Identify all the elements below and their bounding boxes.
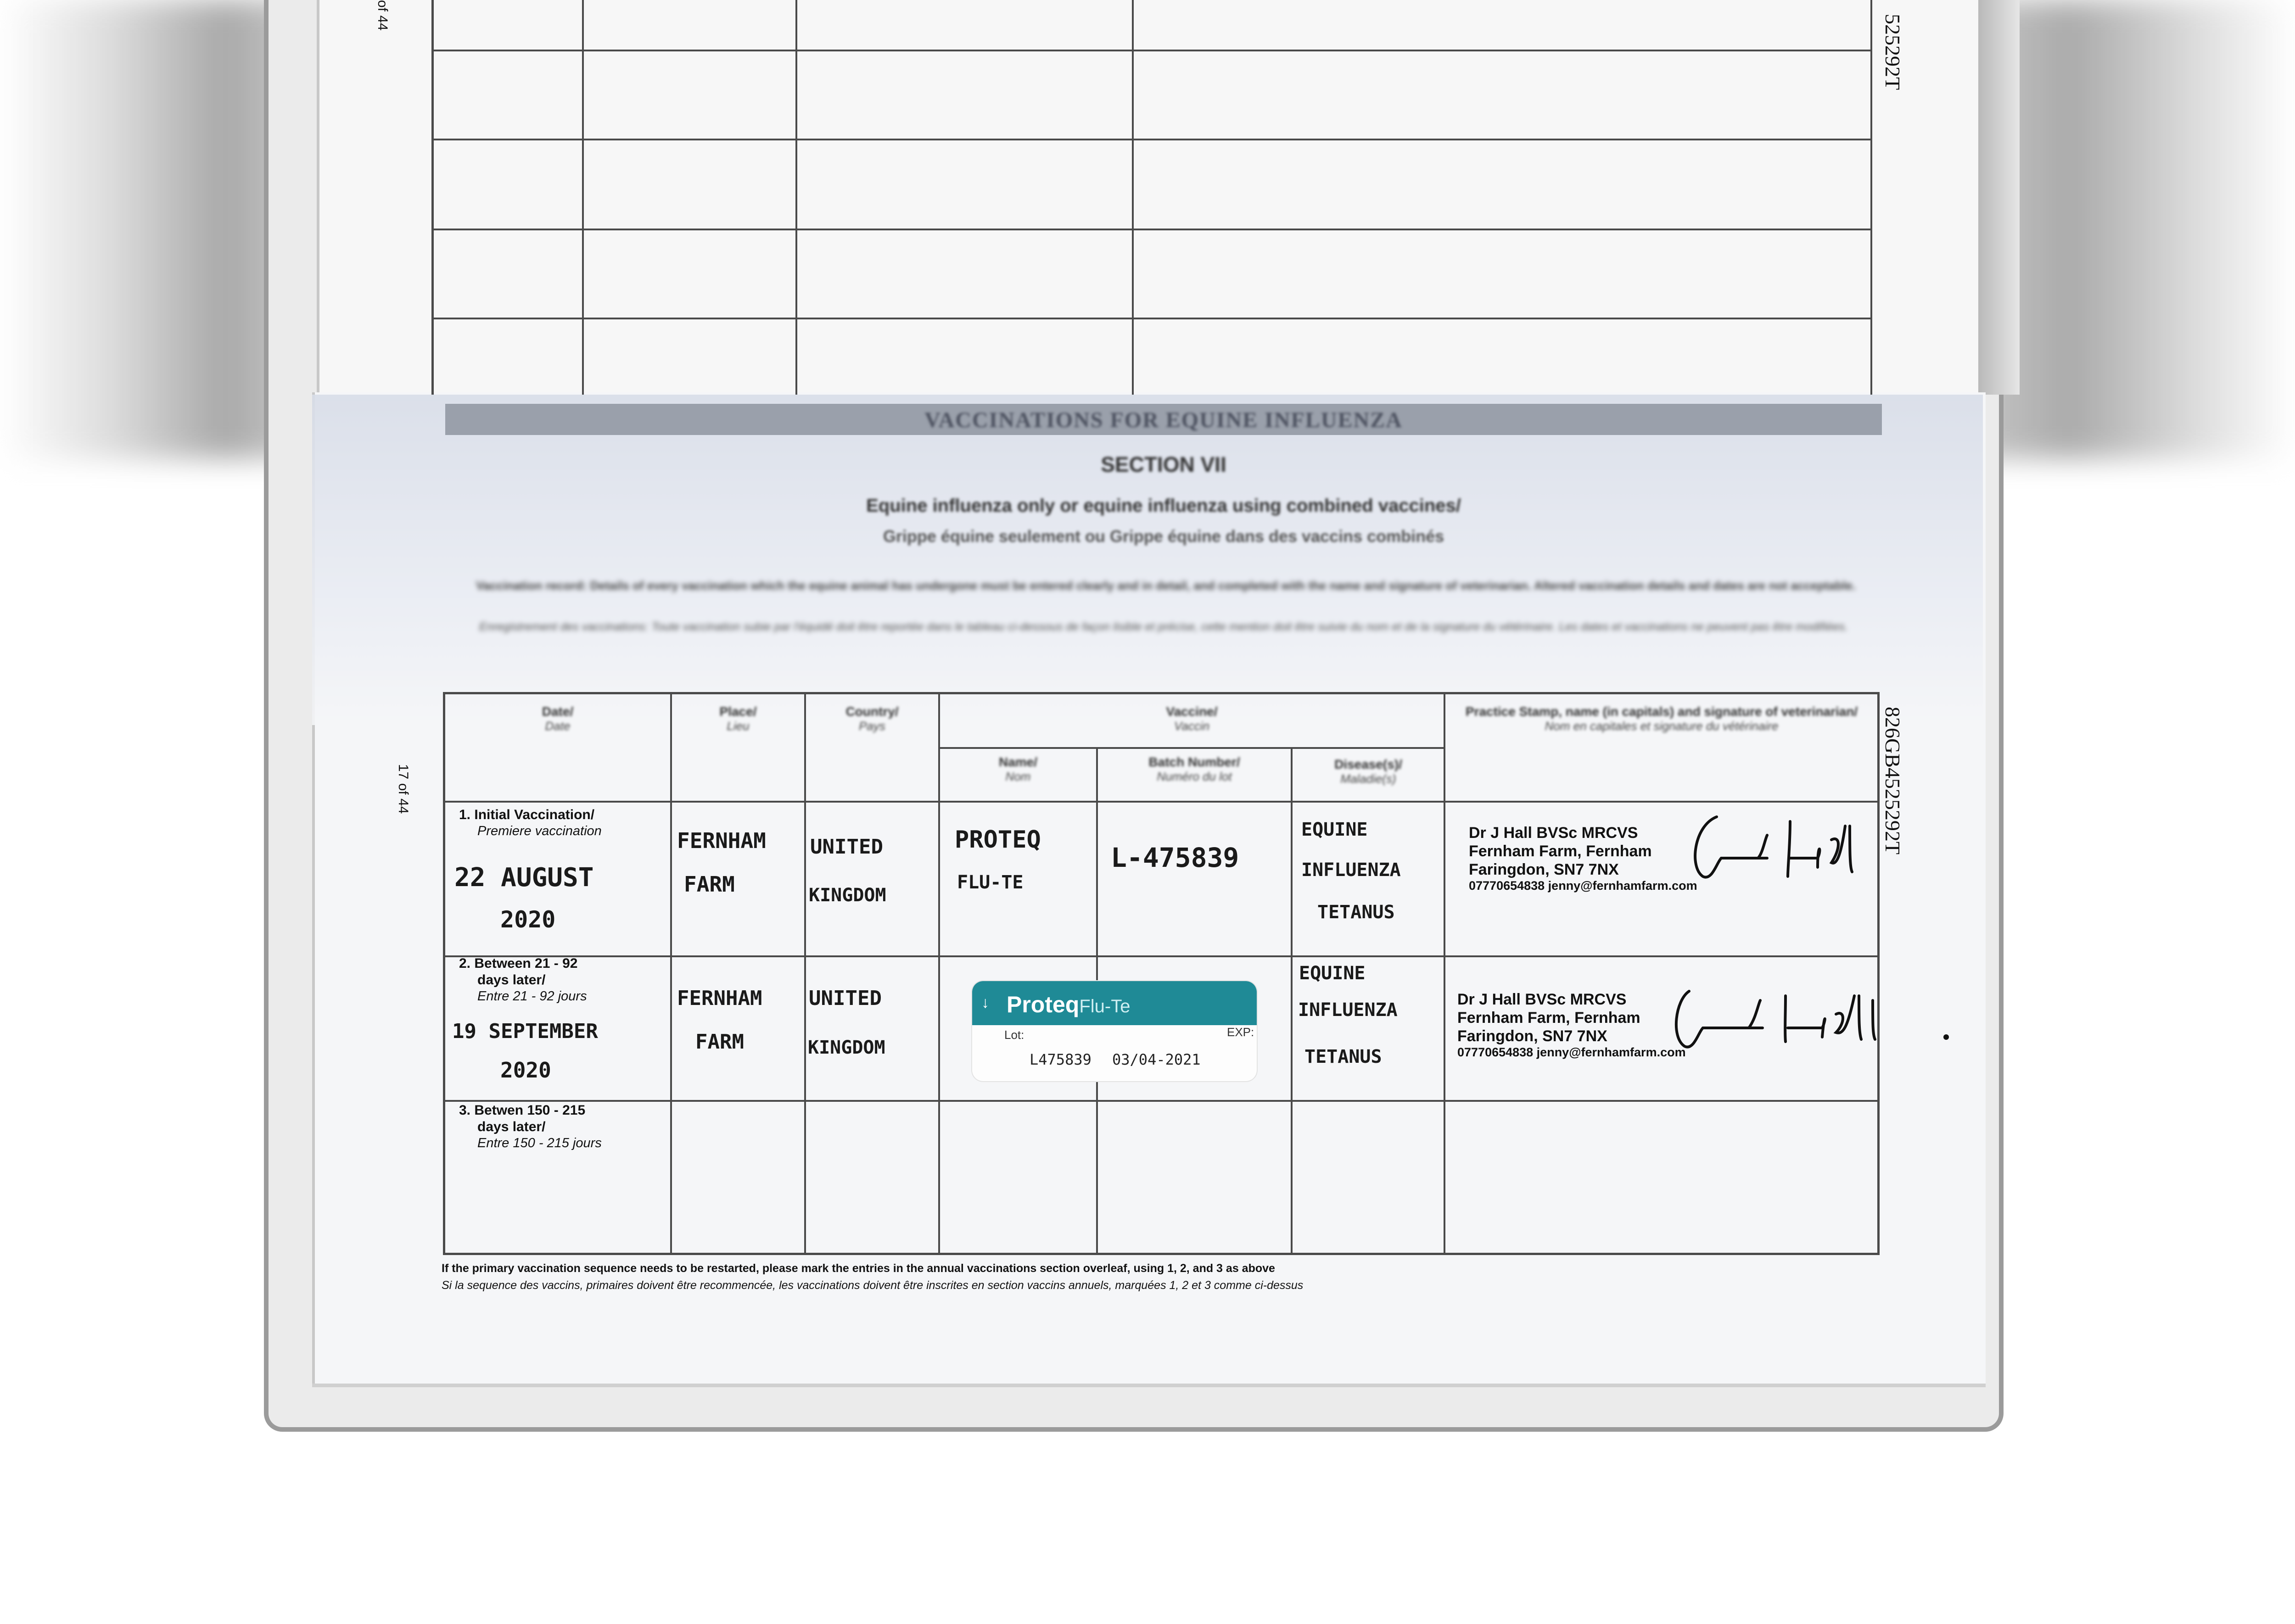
header-country-label-fr: Pays (859, 719, 885, 733)
row-1-signature (1685, 808, 1877, 899)
row-1-vaccine-name-2: FLU-TE (957, 872, 1024, 893)
row-1-country-2: KINGDOM (809, 885, 886, 906)
sticker-product: Flu-Te (1079, 996, 1131, 1016)
header-date-label-fr: Date (545, 719, 571, 733)
footer-note: If the primary vaccination sequence needs to be restarted, please mark the entries in the annual vaccinations section overleaf, using 1, 2, and 3 as above (442, 1262, 1275, 1275)
header-date (445, 704, 670, 733)
instruction-text: Vaccination record: Details of every vaccination which the equine animal has undergone must be entered clearly and in detail, and completed with the name and signature of veterinarian. Altered vaccination details and dates are not acceptable. (476, 579, 1856, 592)
row-2-vet-address: Faringdon, SN7 7NX (1457, 1027, 1607, 1045)
row-line (443, 955, 1880, 957)
row-2-disease-3: TETANUS (1304, 1046, 1382, 1067)
row-2-disease-2: INFLUENZA (1298, 999, 1398, 1021)
page-tint (312, 395, 1983, 725)
top-table-divider (795, 0, 797, 395)
row-3-label-en: 3. Betwen 150 - 215 (459, 1103, 586, 1118)
header-country (806, 704, 938, 733)
header-practice-label: Practice Stamp, name (in capitals) and signature of veterinarian/ (1465, 704, 1858, 719)
row-1-vet-name: Dr J Hall BVSc MRCVS (1469, 824, 1638, 842)
header-bottom-line (443, 801, 1880, 803)
instruction-text-fr: Enregistrement des vaccinations: Toute vaccination subie par l'équidé doit être reportée dans le tableau ci-dessous de façon lisible et précise, cette mention doit être suivie du nom et de la signature du vétérinaire. Les dates et vaccinations ne peuvent pas être modifiées. (479, 620, 1848, 633)
row-1-place: FERNHAM (677, 828, 766, 853)
header-place-label: Place/ (719, 704, 757, 719)
row-2-vet-practice: Fernham Farm, Fernham (1457, 1009, 1640, 1027)
top-page-number: of 44 (375, 0, 390, 31)
row-1-vet-practice: Fernham Farm, Fernham (1469, 843, 1652, 860)
row-1-batch: L-475839 (1111, 842, 1239, 873)
sticker-brand-name: Proteq (1007, 992, 1080, 1017)
row-1-label-en: 1. Initial Vaccination/ (459, 807, 595, 822)
sticker-brand (1007, 991, 1131, 1018)
row-1-disease-2: INFLUENZA (1301, 859, 1401, 881)
row-3-label (459, 1102, 602, 1151)
row-2-vet-stamp (1457, 990, 1686, 1060)
header-name-label: Name/ (998, 755, 1038, 769)
sticker-lot-label: Lot: (1004, 1028, 1024, 1042)
row-1-disease-3: TETANUS (1317, 902, 1395, 923)
table-top-border (443, 692, 1880, 694)
row-2-place-2: FARM (695, 1030, 744, 1054)
vaccine-sticker (972, 981, 1257, 1081)
column-line (804, 692, 806, 1255)
header-vaccine-label: Vaccine/ (1166, 704, 1218, 719)
header-name (940, 755, 1096, 783)
row-2-year: 2020 (500, 1058, 551, 1083)
row-1-label-fr: Premiere vaccination (477, 824, 602, 838)
top-table-right-border (1870, 0, 1872, 395)
header-vaccine-label-fr: Vaccin (1174, 719, 1210, 733)
header-batch-label-fr: Numéro du lot (1157, 770, 1232, 783)
header-place-label-fr: Lieu (727, 719, 750, 733)
row-1-country: UNITED (810, 835, 883, 859)
row-2-place: FERNHAM (677, 987, 762, 1010)
section-number: SECTION VII (1101, 452, 1226, 476)
row-1-year: 2020 (500, 906, 556, 933)
previous-page (317, 0, 1986, 395)
top-table-row-line (431, 229, 1872, 230)
page-edge (1978, 0, 2020, 395)
row-2-signature (1671, 973, 1965, 1065)
row-2-label-en-2: days later/ (477, 972, 546, 988)
table-bottom-border (443, 1253, 1880, 1255)
row-2-vet-contact: 07770654838 jenny@fernhamfarm.com (1457, 1045, 1686, 1059)
table-left-border (443, 692, 445, 1255)
sticker-exp-label: EXP: (1227, 1025, 1254, 1039)
column-line (670, 692, 672, 1255)
top-table-divider (582, 0, 584, 395)
section-banner-title: VACCINATIONS FOR EQUINE INFLUENZA (924, 408, 1403, 432)
header-practice-label-fr: Nom en capitales et signature du vétérinaire (1545, 719, 1779, 733)
header-disease (1293, 757, 1444, 786)
header-practice (1450, 704, 1873, 733)
header-place (672, 704, 804, 733)
header-batch (1098, 755, 1291, 783)
sticker-exp: 03/04-2021 (1112, 1051, 1201, 1068)
footer-note-fr: Si la sequence des vaccins, primaires doivent être recommencée, les vaccinations doivent être inscrites en section vaccins annuels, marquées 1, 2 et 3 comme ci-dessus (442, 1279, 1304, 1292)
row-3-label-fr: Entre 150 - 215 jours (477, 1136, 602, 1150)
header-disease-label: Disease(s)/ (1334, 757, 1402, 771)
row-1-vet-contact: 07770654838 jenny@fernhamfarm.com (1469, 879, 1697, 893)
page-number: 17 of 44 (396, 764, 411, 814)
passport-number-top: 525292T (1881, 14, 1904, 90)
row-2-disease: EQUINE (1299, 963, 1366, 984)
row-1-place-2: FARM (684, 872, 735, 897)
syringe-icon: ↓ (981, 994, 989, 1011)
passport-number: 826GB4525292T (1881, 707, 1904, 854)
row-1-vet-stamp (1469, 824, 1697, 893)
top-table-row-line (431, 139, 1872, 140)
header-date-label: Date/ (542, 704, 574, 719)
section-subtitle: Equine influenza only or equine influenza using combined vaccines/ (866, 496, 1461, 516)
row-2-label-en: 2. Between 21 - 92 (459, 956, 578, 971)
top-table-row-line (431, 318, 1872, 319)
column-line (1291, 747, 1293, 1255)
row-2-country: UNITED (809, 987, 882, 1010)
top-table-row-line (431, 50, 1872, 51)
row-2-label-fr: Entre 21 - 92 jours (477, 989, 587, 1004)
row-1-date: 22 AUGUST (454, 863, 594, 893)
header-name-label-fr: Nom (1005, 770, 1031, 783)
row-1-vaccine-name: PROTEQ (955, 826, 1041, 854)
row-line (443, 1100, 1880, 1102)
top-table-left-border (431, 0, 434, 395)
header-disease-label-fr: Maladie(s) (1340, 772, 1396, 786)
row-3-label-en-2: days later/ (477, 1119, 546, 1134)
sticker-lot: L475839 (1030, 1051, 1092, 1068)
row-1-label (459, 807, 602, 839)
top-table-divider (1132, 0, 1134, 395)
header-country-label: Country/ (845, 704, 899, 719)
row-2-country-2: KINGDOM (808, 1037, 885, 1058)
row-1-vet-address: Faringdon, SN7 7NX (1469, 861, 1619, 878)
row-2-date: 19 SEPTEMBER (452, 1020, 598, 1043)
row-2-label (459, 955, 587, 1004)
background-shadow-right (1974, 0, 2295, 459)
row-1-disease: EQUINE (1301, 819, 1368, 840)
vaccine-subheader-line (940, 747, 1445, 749)
section-subtitle-fr: Grippe équine seulement ou Grippe équine dans des vaccins combinés (883, 527, 1444, 546)
row-2-vet-name: Dr J Hall BVSc MRCVS (1457, 991, 1627, 1008)
header-batch-label: Batch Number/ (1148, 755, 1240, 769)
header-vaccine (940, 704, 1444, 733)
